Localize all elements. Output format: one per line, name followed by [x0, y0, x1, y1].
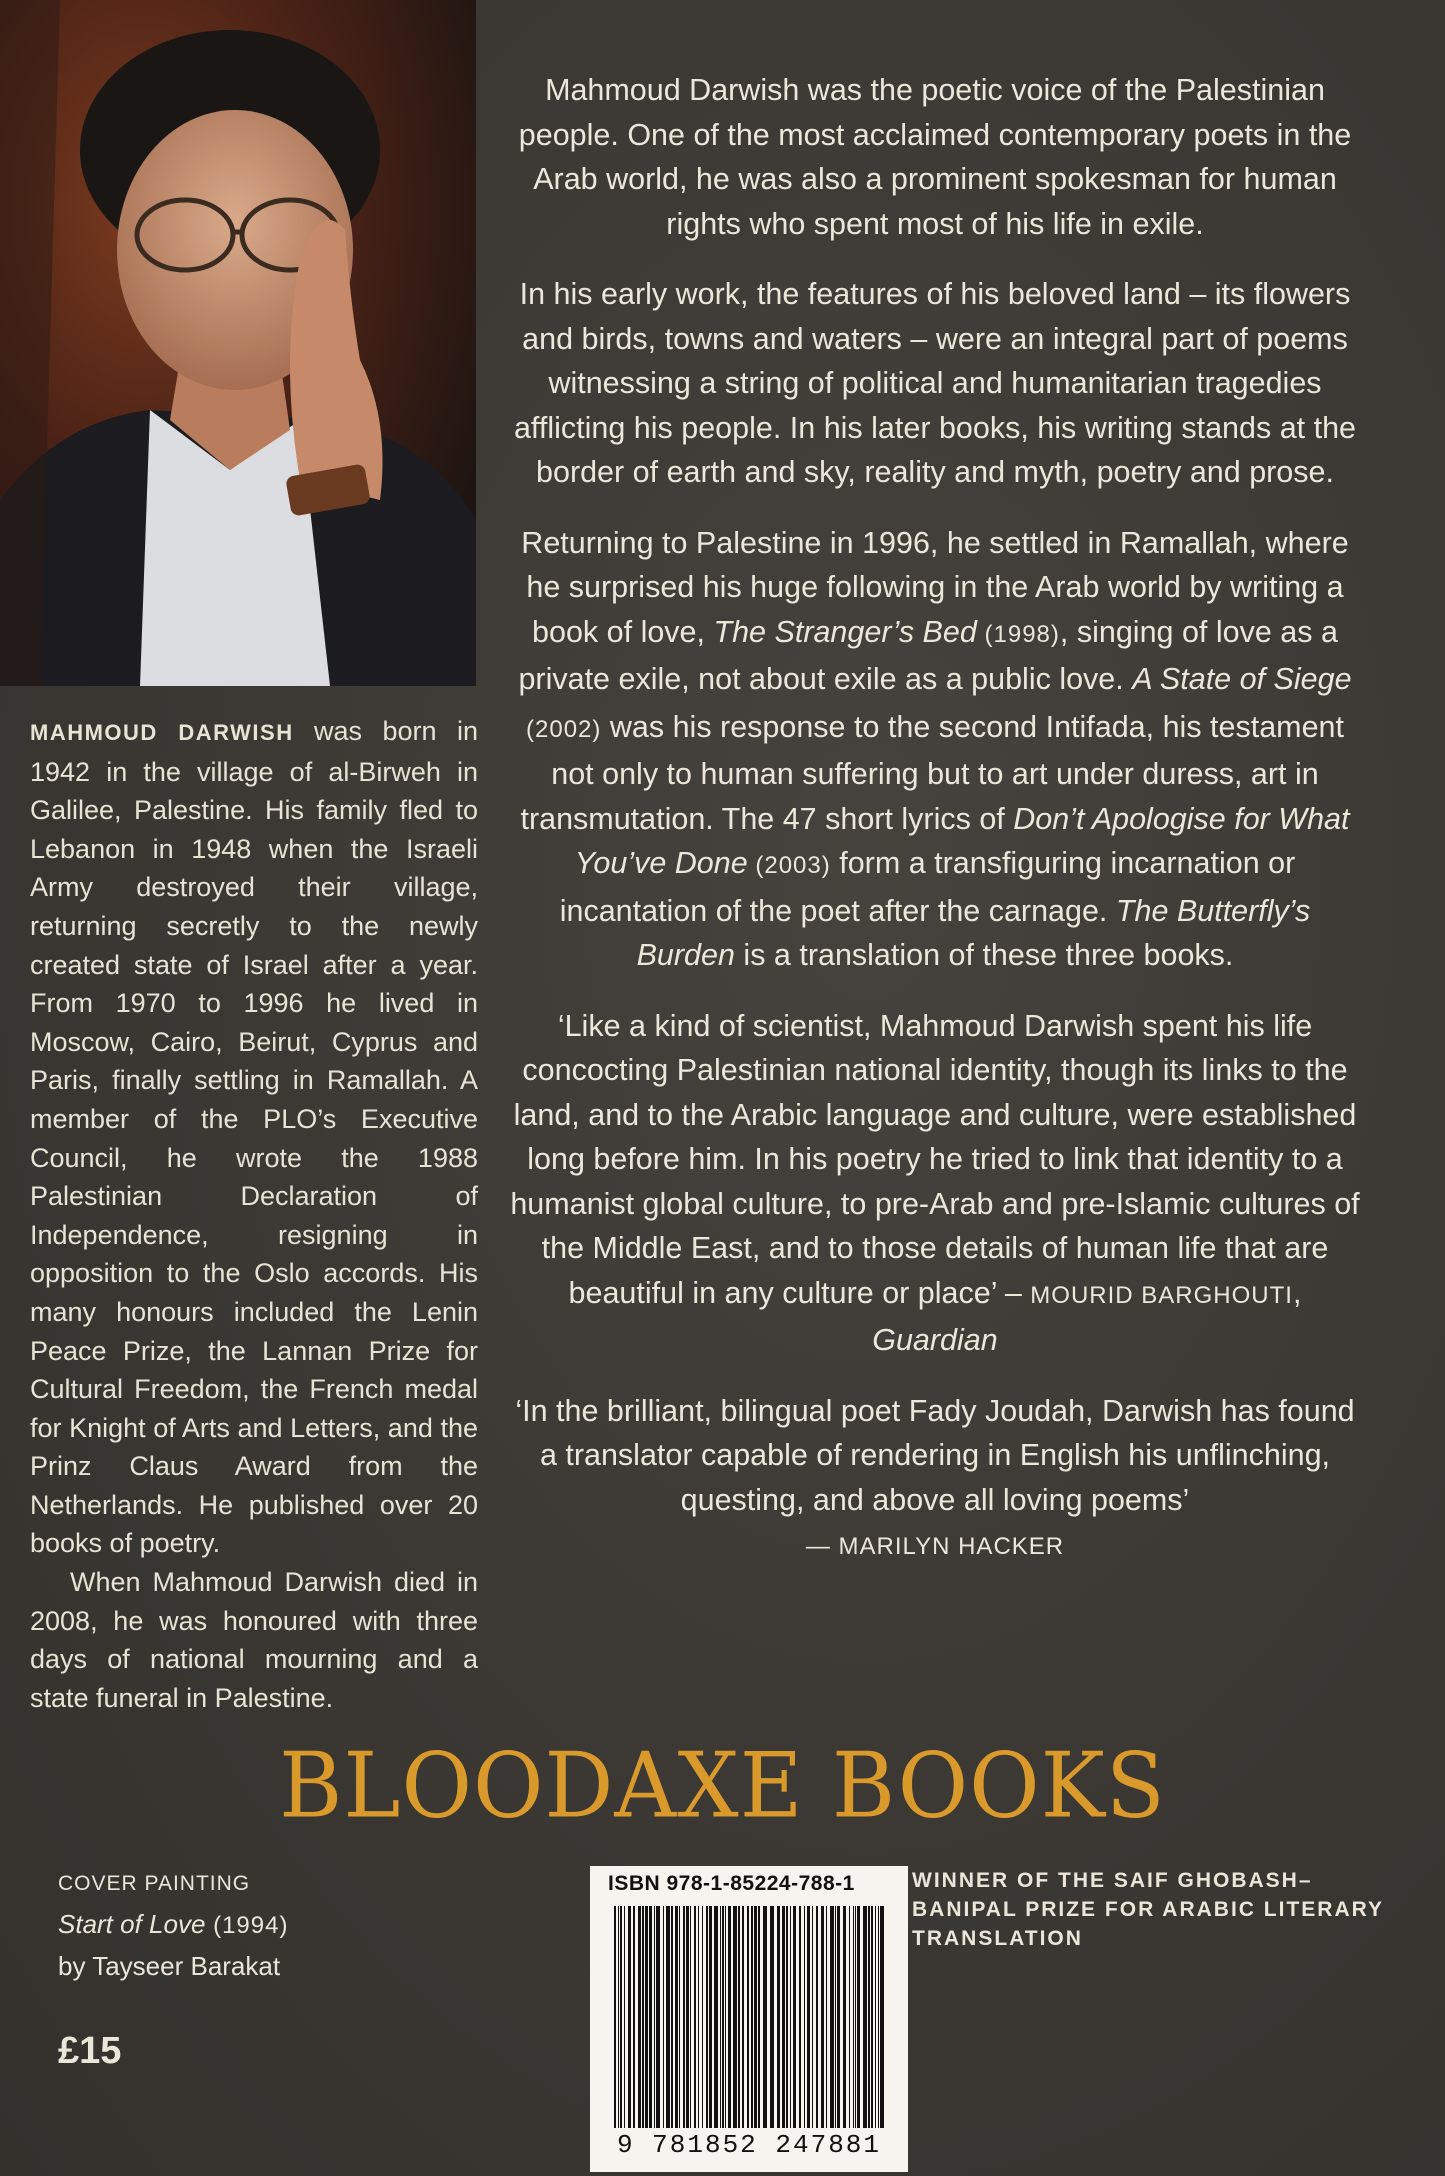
- painting-title: Start of Love: [58, 1909, 206, 1939]
- barcode-bar: [738, 1906, 740, 2128]
- barcode-bar: [816, 1906, 818, 2128]
- barcode-bar: [728, 1906, 731, 2128]
- barcode-bar: [725, 1906, 726, 2128]
- isbn-digits: 9 781852 247881: [616, 2130, 882, 2160]
- barcode-bar: [837, 1906, 840, 2128]
- barcode-bar: [628, 1906, 631, 2128]
- cover-credit-label: COVER PAINTING: [58, 1872, 251, 1895]
- barcode-bar: [649, 1906, 652, 2128]
- barcode-bar: [853, 1906, 854, 2128]
- barcode-bar: [733, 1906, 737, 2128]
- painting-artist: by Tayseer Barakat: [58, 1951, 281, 1981]
- description-paragraph-2: In his early work, the features of his beloved land – its flowers and birds, towns and waters – were an integral part of poems witnessing a string of political and humanitarian tragedies afflicting his people. In his later books, his writing stands at the border of earth and sky, reality and myth, poetry and prose.: [513, 277, 1357, 489]
- barcode-bar: [638, 1906, 641, 2128]
- barcode-bar: [656, 1906, 660, 2128]
- barcode-bar: [763, 1906, 767, 2128]
- barcode-bar: [821, 1906, 824, 2128]
- barcode-bar: [671, 1906, 673, 2128]
- review-quote-2: ‘In the brilliant, bilingual poet Fady Joudah, Darwish has found a translator capable of rendering in English his unflinching, questing, and above all loving poems’ — MARILYN HACKER: [515, 1393, 1355, 1560]
- barcode-bar: [698, 1906, 699, 2128]
- barcode-bar: [826, 1906, 827, 2128]
- barcode-bar: [799, 1906, 801, 2128]
- barcode-bar: [675, 1906, 678, 2128]
- barcode-bar: [666, 1906, 670, 2128]
- barcode-bar: [709, 1906, 712, 2128]
- barcode-bar: [751, 1906, 753, 2128]
- book-title: Don’t Apologise for What You’ve Done: [574, 801, 1350, 880]
- barcode-bar: [786, 1906, 788, 2128]
- barcode-bar: [863, 1906, 867, 2128]
- barcode-bar: [642, 1906, 644, 2128]
- barcode-bar: [624, 1906, 625, 2128]
- barcode-bar: [620, 1906, 622, 2128]
- main-description: [510, 68, 1360, 1596]
- bio-author-name: MAHMOUD DARWISH: [30, 720, 294, 745]
- book-title: A State of Siege: [1132, 662, 1352, 696]
- isbn-label: ISBN 978-1-85224-788-1: [608, 1872, 855, 1895]
- barcode-bar: [679, 1906, 680, 2128]
- barcode-bar: [645, 1906, 648, 2128]
- barcode-bar: [683, 1906, 685, 2128]
- bio-paragraph-1: [30, 712, 478, 1563]
- book-title: The Stranger’s Bed: [713, 614, 977, 649]
- prize-notice: WINNER OF THE SAIF GHOBASH–BANIPAL PRIZE FOR ARABIC LITERARY TRANSLATION: [912, 1869, 1384, 1950]
- barcode-bar: [835, 1906, 836, 2128]
- barcode-bar: [706, 1906, 708, 2128]
- barcode-bar: [663, 1906, 664, 2128]
- barcode-bar: [614, 1906, 616, 2128]
- barcode-bar: [747, 1906, 749, 2128]
- barcode-bar: [849, 1906, 850, 2128]
- barcode-bar: [618, 1906, 619, 2128]
- barcode-bar: [633, 1906, 635, 2128]
- barcode-bar: [843, 1906, 846, 2128]
- barcode-bar: [758, 1906, 760, 2128]
- barcode-bar: [878, 1906, 879, 2128]
- description-paragraph-1: Mahmoud Darwish was the poetic voice of the Palestinian people. One of the most acclaimed contemporary poets in the Arab world, he was also a prominent spokesman for human rights who spent most of his life in exile.: [518, 73, 1352, 241]
- publisher-logo: BLOODAXE BOOKS: [279, 1733, 1166, 1839]
- review-quote-1: ‘Like a kind of scientist, Mahmoud Darwish spent his life concocting Palestinian national identity, though its links to the land, and to the Arabic language and culture, were established long before him. In his poetry he tried to link that identity to a humanist global culture, to pre-Arab and pre-Islamic cultures of the Middle East, and to those details of human life that are beautiful in any culture or place’ – MOURID BARGHOUTI, Guardian: [510, 1008, 1360, 1357]
- barcode-bar: [812, 1906, 813, 2128]
- price: £15: [58, 2030, 122, 2072]
- book-title: The Butterfly’s Burden: [636, 893, 1311, 972]
- barcode: [590, 1866, 908, 2172]
- bio-text-1: was born in 1942 in the village of al-Birweh in Galilee, Palestine. His family fled to Lebanon in 1948 when the Israeli Army destroyed their village, returning secretly to the newly created state of Israel after a year. From 1970 to 1996 he lived in Moscow, Cairo, Beirut, Cyprus and Paris, finally settling in Ramallah. A member of the PLO’s Executive Council, he wrote the 1988 Palestinian Declaration of Independence, resigning in opposition to the Oslo accords. His many honours included the Lenin Peace Prize, the Lannan Prize for Cultural Freedom, the French medal for Knight of Arts and Letters, and the Prinz Claus Award from the Netherlands. He published over 20 books of poetry.: [30, 716, 478, 1559]
- description-paragraph-3: Returning to Palestine in 1996, he settled in Ramallah, where he surprised his huge following in the Arab world by writing a book of love, The Stranger’s Bed (1998), singing of love as a private exile, not about exile as a public love. A State of Siege (2002) was his response to the second Intifada, his testament not only to human suffering but to art under duress, art in transmutation. The 47 short lyrics of Don’t Apologise for What You’ve Done (2003) form a transfiguring incarnation or incantation of the poet after the carnage. The Butterfly’s Burden is a translation of these three books.: [518, 525, 1352, 972]
- barcode-bar: [694, 1906, 696, 2128]
- barcode-bar: [690, 1906, 691, 2128]
- barcode-bar: [702, 1906, 703, 2128]
- barcode-bar: [807, 1906, 810, 2128]
- barcode-bar: [857, 1906, 860, 2128]
- quote-author: — MARILYN HACKER: [805, 1533, 1065, 1560]
- barcode-bar: [777, 1906, 780, 2128]
- barcode-bar: [793, 1906, 796, 2128]
- barcode-bar: [871, 1906, 873, 2128]
- barcode-bar: [804, 1906, 805, 2128]
- barcode-bar: [686, 1906, 689, 2128]
- barcode-bar: [790, 1906, 791, 2128]
- quote-source: Guardian: [872, 1323, 998, 1357]
- barcode-bar: [875, 1906, 876, 2128]
- barcode-bar: [754, 1906, 757, 2128]
- barcode-bar: [720, 1906, 721, 2128]
- barcode-bars: [614, 1906, 884, 2128]
- barcode-bar: [742, 1906, 744, 2128]
- barcode-bar: [782, 1906, 785, 2128]
- bio-paragraph-2: When Mahmoud Darwish died in 2008, he was honoured with three days of national mourning and a state funeral in Palestine.: [30, 1567, 478, 1713]
- barcode-bar: [714, 1906, 718, 2128]
- barcode-bar: [770, 1906, 774, 2128]
- author-biography: [30, 712, 478, 1717]
- barcode-bar: [855, 1906, 856, 2128]
- barcode-bar: [880, 1906, 884, 2128]
- barcode-bar: [722, 1906, 724, 2128]
- barcode-bar: [654, 1906, 655, 2128]
- quote-author: MOURID BARGHOUTI: [1030, 1281, 1293, 1309]
- cover-credit: COVER PAINTING Start of Love (1994) by Tayseer Barakat: [58, 1864, 418, 1986]
- barcode-bar: [830, 1906, 834, 2128]
- author-photo: [0, 0, 476, 686]
- barcode-bar: [868, 1906, 870, 2128]
